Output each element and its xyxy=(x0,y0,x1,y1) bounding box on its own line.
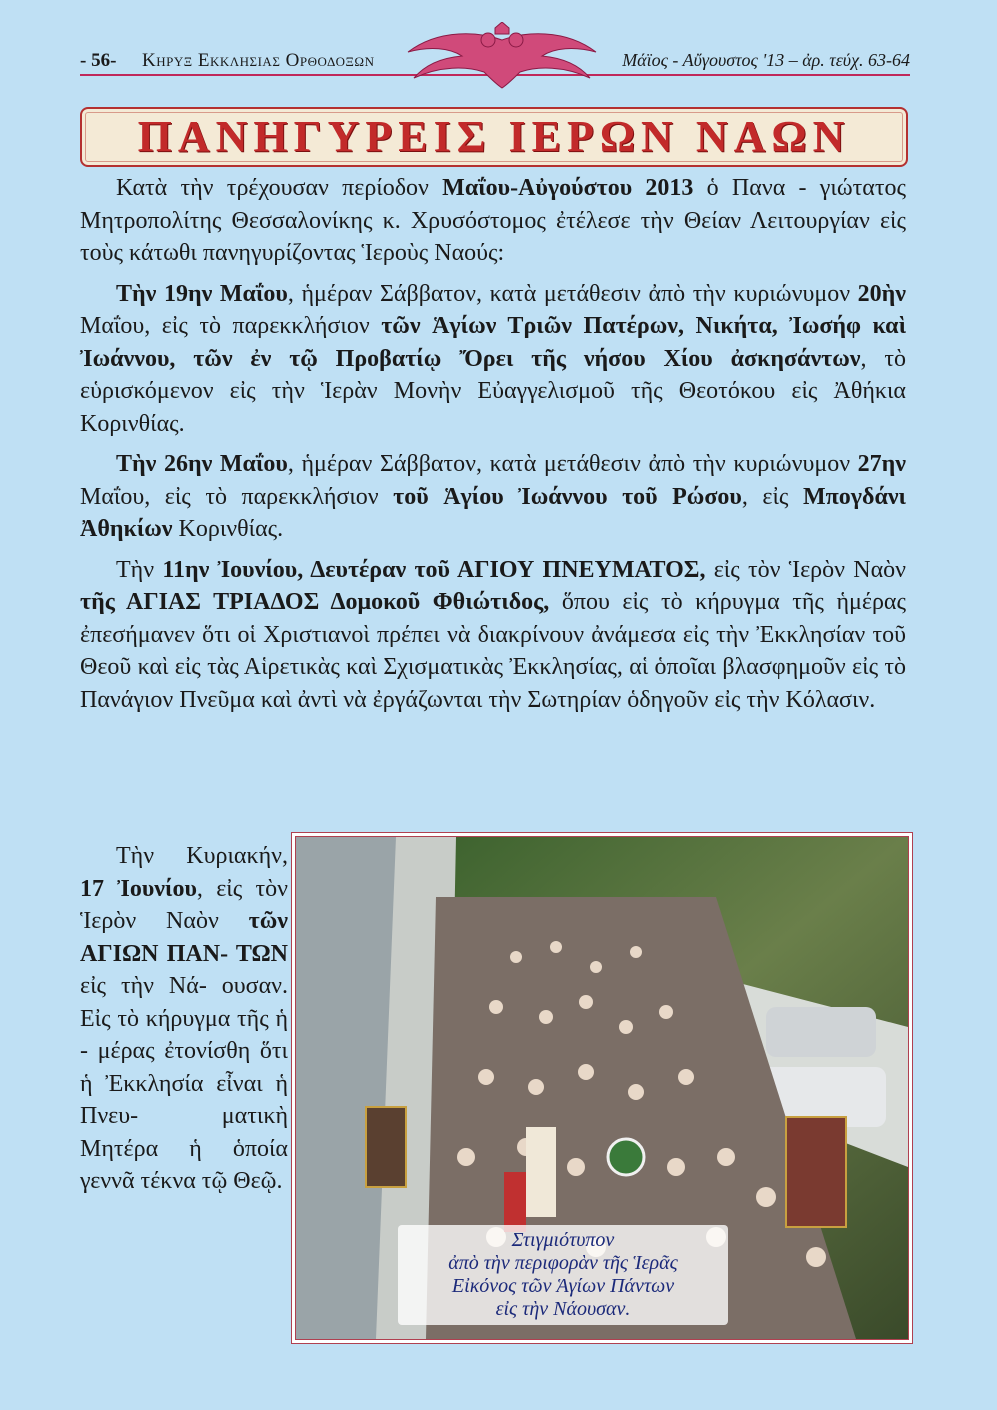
paragraph-2 xyxy=(80,278,906,441)
bold-run: 17 Ἰουνίου xyxy=(80,875,197,902)
bold-run: Μπογδάνι Ἀθηκίων xyxy=(80,483,906,542)
text-run: Τὴν xyxy=(116,556,163,583)
caption-line: Εἰκόνος τῶν Ἁγίων Πάντων xyxy=(451,1275,675,1297)
bold-run: τῶν Ἁγίων Τριῶν Πατέρων, Νικήτα, Ἰωσήφ καὶ Ἰωάννου, τῶν ἐν τῷ Προβατίῳ Ὄρει τῆς νήσου Χίου ἀσκησάντων xyxy=(80,313,907,372)
caption-line: ἀπὸ τὴν περιφορὰν τῆς Ἱερᾶς xyxy=(448,1252,678,1274)
bold-run: 11ην Ἰουνίου, Δευτέραν τοῦ ΑΓΙΟΥ ΠΝΕΥΜΑΤΟΣ, xyxy=(162,556,706,583)
paragraph-3 xyxy=(80,448,906,546)
procession-photo xyxy=(295,836,909,1340)
text-run: ὅπου εἰς τὸ κήρυγμα τῆς ἡμέρας ἐπεσήμανεν ὅτι οἱ Χριστιανοὶ πρέπει νὰ διακρίνουν ἀνάμεσα εἰς τὴν Ἐκκλησίαν τοῦ Θεοῦ καὶ εἰς τὰς Αἱρετικὰς καὶ Σχισματικὰς Ἐκκλησίας, αἱ ὁποῖαι βλασφημοῦν εἰς τὸ Πανάγιον Πνεῦμα καὶ ἀντὶ νὰ ἐργάζωνται τὴν Σωτηρίαν ὁδηγοῦν εἰς τὴν Κόλασιν. xyxy=(80,589,907,713)
paragraph-4 xyxy=(80,554,906,717)
bold-run: 20ὴν xyxy=(857,280,906,307)
text-run: Μαΐου, εἰς τὸ παρεκκλήσιον xyxy=(80,483,394,510)
photo-caption xyxy=(398,1225,728,1325)
caption-line: εἰς τὴν Νάουσαν. xyxy=(495,1298,631,1320)
issue-info: Μάϊος - Αὔγουστος '13 – ἀρ. τεύχ. 63-64 xyxy=(622,50,910,70)
bold-run: 27ην xyxy=(857,451,906,477)
double-headed-eagle-icon xyxy=(400,22,605,92)
bold-run: Τὴν 19ην Μαΐου xyxy=(116,280,288,307)
text-run: , ἡμέραν Σάββατον, κατὰ μετάθεσιν ἀπὸ τὴν κυριώνυμον xyxy=(287,451,858,477)
caption-line: Στιγμιότυπον xyxy=(511,1229,615,1251)
bold-run: Τὴν 26ην Μαΐου xyxy=(116,451,288,477)
paragraph-5 xyxy=(80,840,288,1198)
text-run: ὁ Πανα - γιώτατος Μητροπολίτης Θεσσαλονίκης κ. Χρυσόστομος ἐτέλεσε τὴν Θείαν Λειτουργίαν εἰς τοὺς κάτωθι πανηγυρίζοντας Ἱεροὺς Ναούς: xyxy=(80,175,907,266)
text-run: εἰς τὸν Ἱερὸν Ναὸν xyxy=(705,556,907,583)
text-run: , τὸ εὑρισκόμενον εἰς τὴν Ἱερὰν Μονὴν Εὐαγγελισμοῦ τῆς Θεοτόκου εἰς Ἀθήκια Κορινθίας. xyxy=(80,345,906,437)
paragraph-1 xyxy=(80,172,906,270)
text-run: Κορινθίας. xyxy=(172,516,284,542)
title-banner xyxy=(80,107,908,167)
bold-run: τοῦ Ἁγίου Ἰωάννου τοῦ Ρώσου xyxy=(393,483,742,510)
article-body xyxy=(80,172,906,724)
text-run: , εἰς xyxy=(741,483,803,510)
text-run: Μαΐου, εἰς τὸ παρεκκλήσιον xyxy=(80,313,382,339)
text-run: Τὴν Κυριακήν, xyxy=(116,843,288,869)
page-number: - 56- xyxy=(80,50,117,71)
text-run: Κατὰ τὴν τρέχουσαν περίοδον xyxy=(116,175,443,201)
text-run: εἰς τὴν Νά- ουσαν. Εἰς τὸ κήρυγμα τῆς ἡ - μέρας ἐτονίσθη ὅτι ἡ Ἐκκλησία εἶναι ἡ Πνευ- ματικὴ Μητέρα ἡ ὁποία γεννᾶ τέκνα τῷ Θεῷ. xyxy=(80,973,288,1194)
bold-run: τῆς ΑΓΙΑΣ ΤΡΙΑΔΟΣ Δομοκοῦ Φθιώτιδος, xyxy=(80,589,550,615)
magazine-name: Κηρυξ Εκκλησιας Ορθοδοξων xyxy=(142,50,375,71)
text-run: , εἰς τὸν Ἱερὸν Ναὸν xyxy=(80,875,288,934)
page-title: ΠΑΝΗΓΥΡΕΙΣ ΙΕΡΩΝ ΝΑΩΝ xyxy=(137,112,851,161)
bold-run: Μαΐου-Αὐγούστου 2013 xyxy=(442,175,694,201)
text-run: , ἡμέραν Σάββατον, κατὰ μετάθεσιν ἀπὸ τὴν κυριώνυμον xyxy=(287,280,858,307)
bold-run: τῶν ΑΓΙΩΝ ΠΑΝ- ΤΩΝ xyxy=(80,908,288,967)
